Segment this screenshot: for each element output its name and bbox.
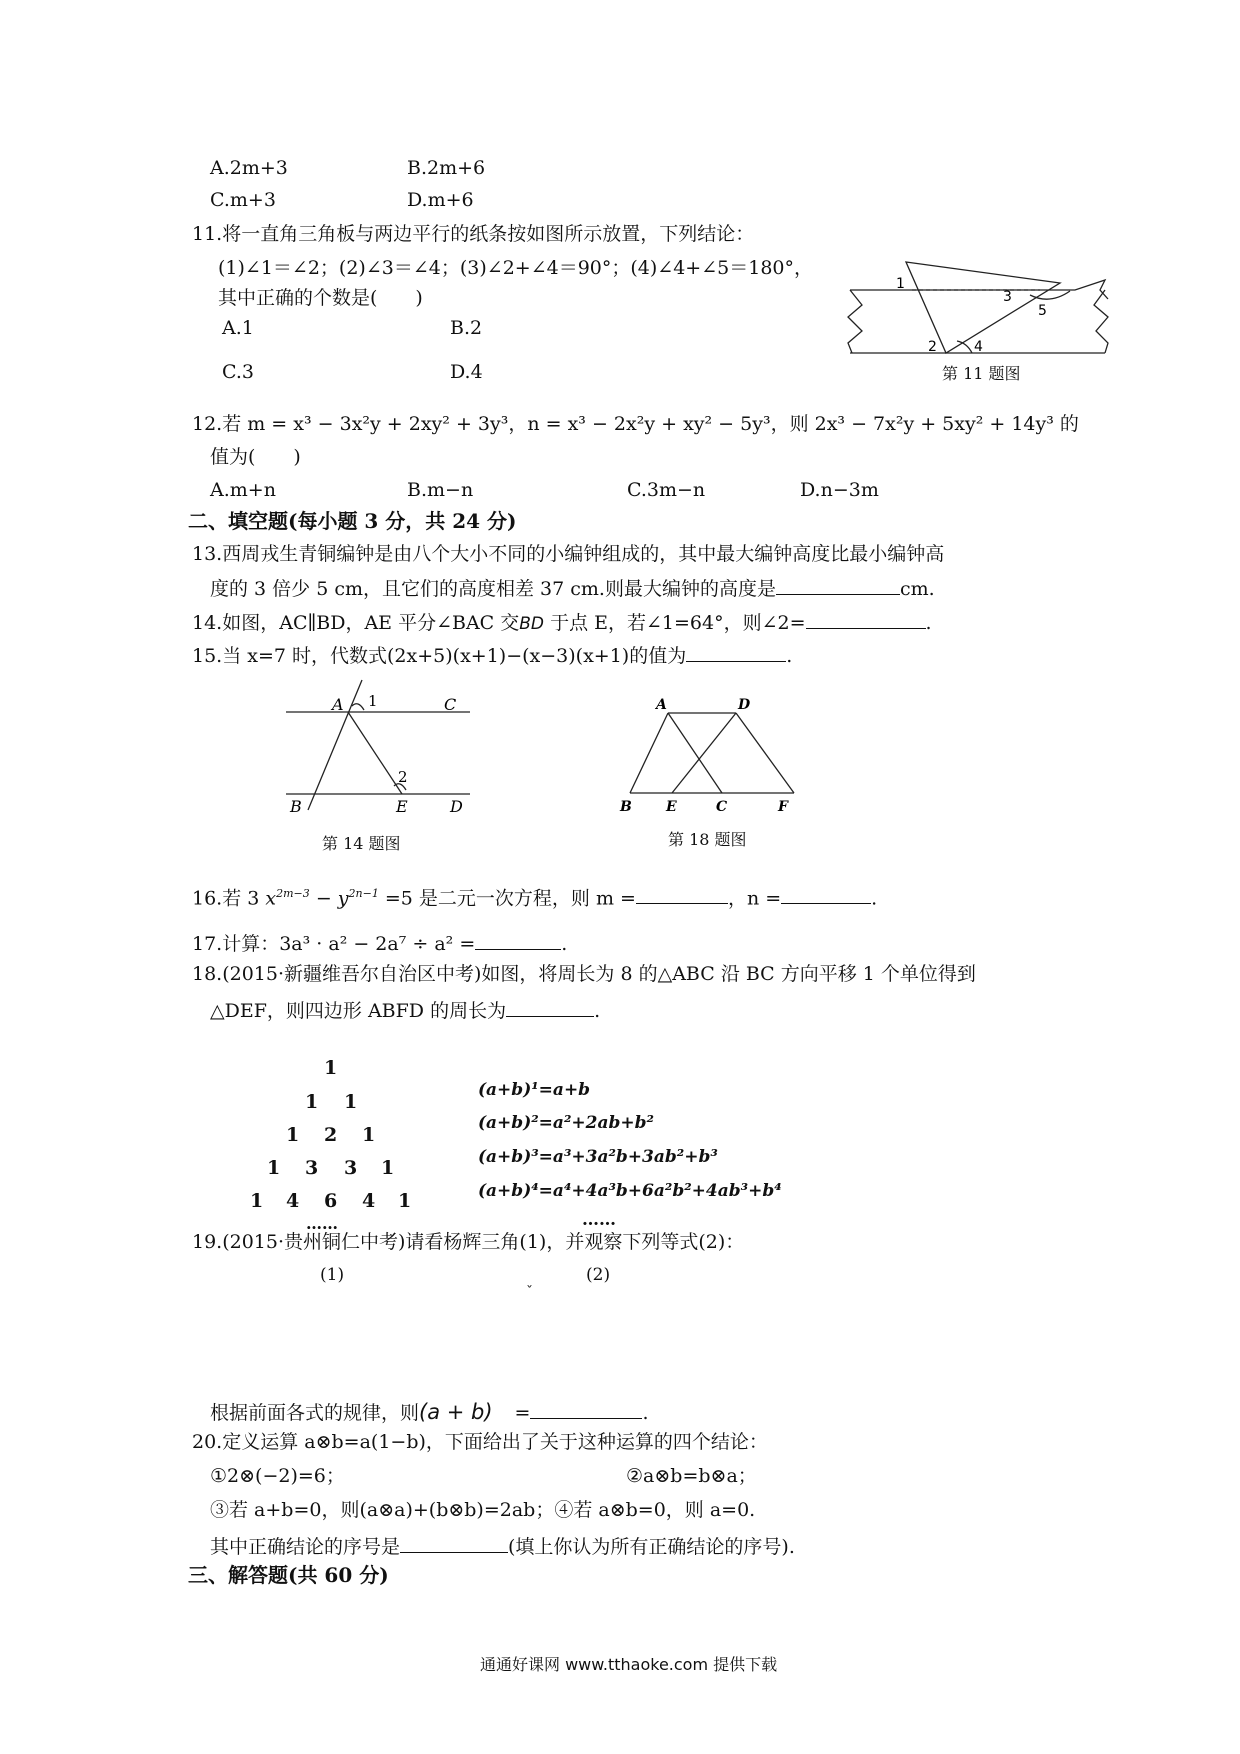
q14-end: . — [925, 612, 932, 634]
q11-option-c: C.3 — [222, 361, 254, 383]
fig11-label-4: 4 — [974, 339, 983, 355]
fig14-label-e: E — [396, 797, 408, 816]
q19-label-1: (1) — [320, 1265, 345, 1285]
fig18-label-a: A — [656, 697, 667, 713]
q12-line2: 值为( ) — [210, 446, 301, 468]
fig11-label-2: 2 — [928, 339, 937, 355]
q19-mark: ˇ — [526, 1284, 533, 1300]
q12-line1: 12.若 m = x³ − 3x²y + 2xy² + 3y³，n = x³ − 2x²y + xy² − 5y³，则 2x³ − 7x²y + 5xy² + 14y³ 的 — [192, 413, 1079, 435]
q12-option-a: A.m+n — [210, 479, 276, 501]
q20-conclusion-1: ①2⊗(−2)=6； — [210, 1465, 345, 1487]
pascal-r2-2: 1 — [344, 1091, 358, 1113]
figure-18 — [610, 695, 810, 815]
pascal-r4-3: 3 — [344, 1157, 358, 1179]
pascal-r3-1: 1 — [286, 1124, 300, 1146]
fig18-label-e: E — [666, 799, 677, 815]
q14-tail: 于点 E，若∠1=64°，则∠2= — [544, 612, 806, 634]
expansion-2: (a+b)²=a²+2ab+b² — [478, 1113, 654, 1133]
fig11-label-3: 3 — [1003, 289, 1012, 305]
q19-rule — [210, 1398, 649, 1425]
q16-x-exponent: 2m−3 — [276, 887, 310, 900]
q16-end: . — [871, 887, 878, 910]
q20-tail: (填上你认为所有正确结论的序号). — [508, 1536, 795, 1558]
q14-answer-blank[interactable] — [806, 608, 926, 629]
q20-conclusion-3-4: ③若 a+b=0，则(a⊗a)+(b⊗b)=2ab；④若 a⊗b=0，则 a=0. — [210, 1499, 756, 1521]
q10-option-d: D.m+6 — [407, 189, 474, 211]
q17-answer-blank[interactable] — [475, 929, 561, 950]
pascal-r4-1: 1 — [267, 1157, 281, 1179]
q11-stem: 11.将一直角三角板与两边平行的纸条按如图所示放置，下列结论： — [192, 223, 755, 245]
fig18-label-d: D — [738, 697, 751, 713]
fig14-label-b: B — [290, 797, 302, 816]
q18-end: . — [594, 1000, 601, 1022]
q19-ab-image: (a + b) — [419, 1400, 493, 1424]
q15-text — [192, 641, 792, 668]
section-2-heading: 二、填空题(每小题 3 分，共 24 分) — [188, 509, 517, 533]
q18-line1: 18.(2015·新疆维吾尔自治区中考)如图，将周长为 8 的△ABC 沿 BC 方向平移 1 个单位得到 — [192, 963, 976, 985]
q18-line2-text: △DEF，则四边形 ABFD 的周长为 — [210, 1000, 507, 1022]
pascal-r5-4: 4 — [362, 1190, 376, 1212]
q10-option-c: C.m+3 — [210, 189, 276, 211]
footer: 通通好课网 www.tthaoke.com 提供下载 — [480, 1655, 778, 1674]
expansion-3: (a+b)³=a³+3a²b+3ab²+b³ — [478, 1147, 718, 1167]
pascal-r1-1: 1 — [324, 1057, 338, 1079]
q19-rule-text: 根据前面各式的规律，则 — [210, 1402, 420, 1424]
pascal-r3-3: 1 — [362, 1124, 376, 1146]
pascal-r3-2: 2 — [324, 1124, 338, 1146]
q11-question: 其中正确的个数是( ) — [218, 287, 423, 309]
figure-11 — [840, 255, 1120, 365]
figure-18-caption: 第 18 题图 — [668, 830, 747, 849]
q16-post: =5 是二元一次方程，则 m = — [378, 887, 636, 910]
fig11-label-1: 1 — [896, 276, 905, 292]
q11-option-b: B.2 — [450, 317, 483, 339]
pascal-r4-2: 3 — [305, 1157, 319, 1179]
q19-answer-blank[interactable] — [530, 1398, 642, 1419]
q15-stem: 15.当 x=7 时，代数式(2x+5)(x+1)−(x−3)(x+1)的值为 — [192, 645, 687, 667]
q16-mid: − — [309, 887, 338, 910]
q14-stem: 14.如图，AC∥BD，AE 平分∠BAC 交 — [192, 612, 520, 634]
q20-conclusion-2: ②a⊗b=b⊗a； — [626, 1465, 757, 1487]
q20-question — [210, 1532, 795, 1559]
figure-14 — [280, 670, 480, 820]
q14-bd-image: BD — [519, 614, 545, 634]
fig14-label-2: 2 — [398, 768, 408, 786]
q16-n-blank[interactable] — [781, 883, 871, 904]
fig11-label-5: 5 — [1038, 303, 1047, 319]
q13-line2 — [210, 574, 935, 601]
q19-end: . — [642, 1402, 649, 1424]
expansion-1: (a+b)¹=a+b — [478, 1080, 591, 1100]
q11-conditions: (1)∠1＝∠2；(2)∠3＝∠4；(3)∠2+∠4＝90°；(4)∠4+∠5＝180°， — [218, 257, 814, 279]
fig14-label-d: D — [450, 797, 463, 816]
pascal-r4-4: 1 — [381, 1157, 395, 1179]
q19-stem: 19.(2015·贵州铜仁中考)请看杨辉三角(1)，并观察下列等式(2)： — [192, 1231, 745, 1253]
fig18-label-f: F — [778, 799, 788, 815]
q18-answer-blank[interactable] — [506, 996, 594, 1017]
q15-end: . — [786, 645, 793, 667]
pascal-r5-1: 1 — [250, 1190, 264, 1212]
section-3-heading: 三、解答题(共 60 分) — [188, 1563, 389, 1587]
q11-option-d: D.4 — [450, 361, 483, 383]
expansion-dots: …… — [582, 1210, 616, 1230]
q18-line2 — [210, 996, 600, 1023]
figure-14-caption: 第 14 题图 — [322, 834, 401, 853]
q19-label-2: (2) — [586, 1265, 611, 1285]
q19-equals: = — [514, 1402, 531, 1424]
q17-stem: 17.计算：3a³ · a² − 2a⁷ ÷ a² = — [192, 933, 476, 955]
q10-option-b: B.2m+6 — [407, 157, 486, 179]
fig14-label-c: C — [444, 695, 457, 714]
q17-end: . — [561, 933, 568, 955]
q14-text — [192, 608, 932, 636]
expansion-4: (a+b)⁴=a⁴+4a³b+6a²b²+4ab³+b⁴ — [478, 1181, 782, 1201]
q16-n-label: ，n = — [727, 887, 782, 910]
q13-line1: 13.西周戎生青铜编钟是由八个大小不同的小编钟组成的，其中最大编钟高度比最小编钟高 — [192, 543, 945, 565]
q20-stem: 20.定义运算 a⊗b=a(1−b)，下面给出了关于这种运算的四个结论： — [192, 1431, 768, 1453]
q10-option-a: A.2m+3 — [210, 157, 288, 179]
fig14-label-1: 1 — [368, 692, 378, 710]
fig14-label-a: A — [332, 695, 344, 714]
q16-y-exponent: 2n−1 — [348, 887, 379, 900]
q16-text — [192, 882, 877, 910]
figure-11-caption: 第 11 题图 — [942, 364, 1021, 383]
q12-option-b: B.m−n — [407, 479, 474, 501]
pascal-r5-3: 6 — [324, 1190, 338, 1212]
q12-option-c: C.3m−n — [627, 479, 706, 501]
pascal-r5-5: 1 — [398, 1190, 412, 1212]
q17-text — [192, 929, 567, 956]
q12-option-d: D.n−3m — [800, 479, 879, 501]
q20-answer-blank[interactable] — [400, 1532, 508, 1553]
q13-line2-text: 度的 3 倍少 5 cm，且它们的高度相差 37 cm.则最大编钟的高度是 — [210, 578, 776, 600]
q16-x: x — [265, 887, 277, 910]
q20-ask: 其中正确结论的序号是 — [210, 1536, 401, 1558]
fig18-label-c: C — [716, 799, 728, 815]
q16-m-blank[interactable] — [636, 883, 728, 904]
pascal-dots: …… — [306, 1214, 338, 1233]
q16-pre: 16.若 3 — [192, 887, 260, 910]
q13-unit: cm. — [899, 578, 935, 600]
pascal-r2-1: 1 — [305, 1091, 319, 1113]
q15-answer-blank[interactable] — [686, 641, 786, 662]
q16-y: y — [337, 887, 349, 910]
pascal-r5-2: 4 — [286, 1190, 300, 1212]
q13-answer-blank[interactable] — [776, 574, 900, 595]
fig18-label-b: B — [620, 799, 632, 815]
q11-option-a: A.1 — [222, 317, 254, 339]
